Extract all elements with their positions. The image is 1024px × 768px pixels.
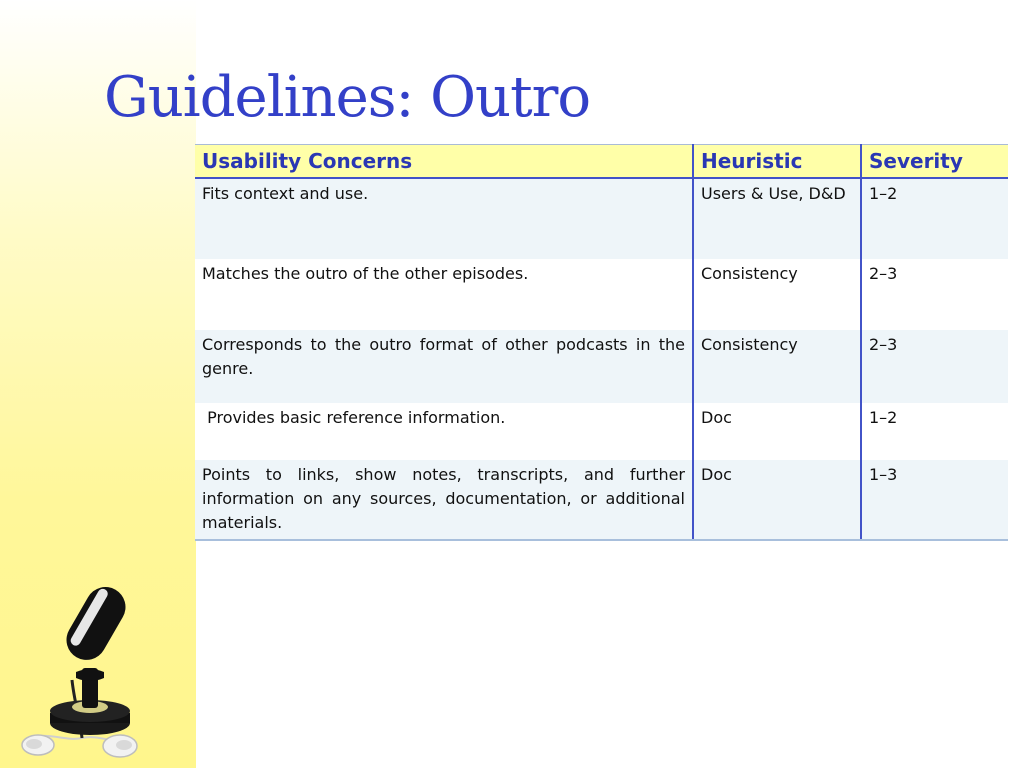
heuristic-cell: Doc [693, 460, 861, 540]
severity-cell: 1–2 [861, 178, 1008, 259]
table-row [195, 178, 1008, 259]
severity-cell: 1–3 [861, 460, 1008, 540]
concern-cell: Points to links, show notes, transcripts, and further information on any sources, documentation, or additional materials. [195, 460, 693, 540]
slide-title: Guidelines: Outro [104, 65, 591, 130]
header-usability-concerns: Usability Concerns [195, 145, 693, 179]
concern-cell: Provides basic reference information. [195, 403, 693, 460]
heuristic-cell: Consistency [693, 259, 861, 330]
severity-cell: 2–3 [861, 330, 1008, 403]
header-heuristic: Heuristic [693, 145, 861, 179]
concern-cell: Fits context and use. [195, 178, 693, 259]
heuristic-cell: Consistency [693, 330, 861, 403]
guidelines-table [195, 144, 1008, 541]
heuristic-cell: Doc [693, 403, 861, 460]
table-row [195, 330, 1008, 403]
severity-cell: 1–2 [861, 403, 1008, 460]
table-row [195, 403, 1008, 460]
heuristic-cell: Users & Use, D&D [693, 178, 861, 259]
table-row [195, 259, 1008, 330]
concern-cell: Matches the outro of the other episodes. [195, 259, 693, 330]
table-row [195, 460, 1008, 540]
table-header-row [195, 145, 1008, 179]
header-severity: Severity [861, 145, 1008, 179]
microphone-icon [0, 580, 200, 768]
concern-cell: Corresponds to the outro format of other podcasts in the genre. [195, 330, 693, 403]
severity-cell: 2–3 [861, 259, 1008, 330]
